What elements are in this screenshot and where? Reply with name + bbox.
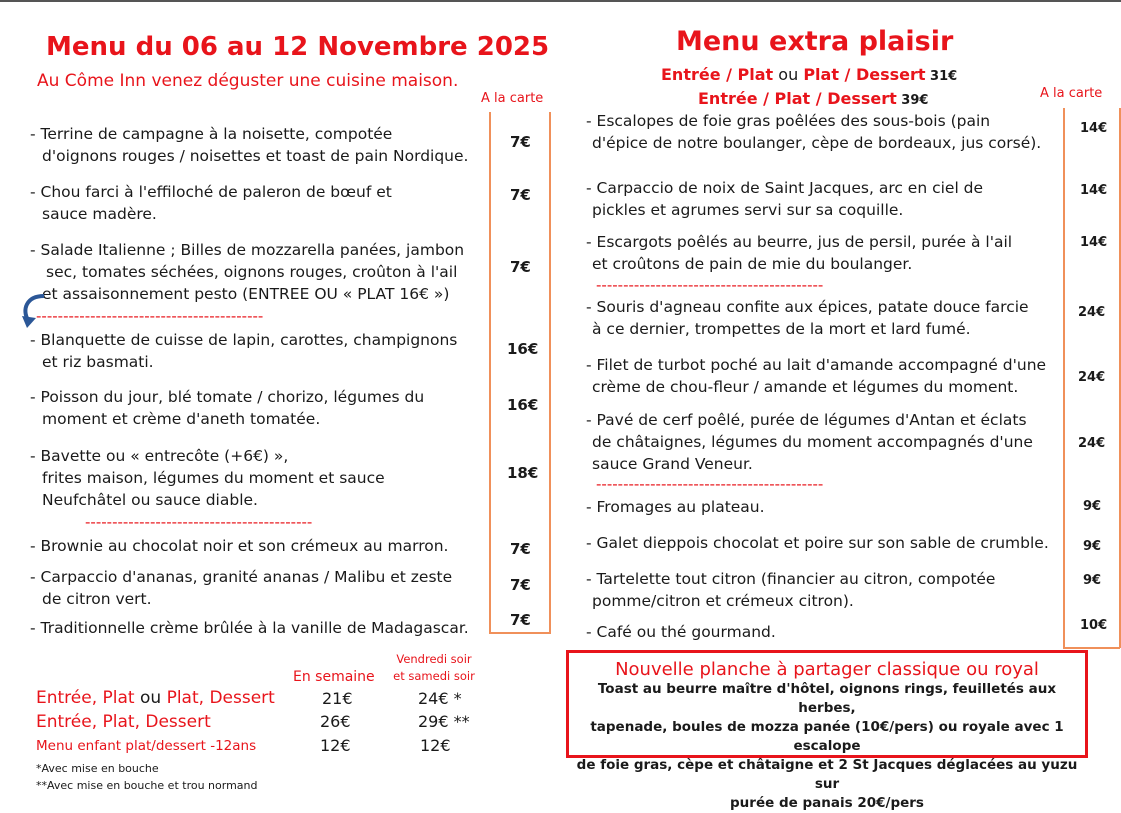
item-price: 16€	[507, 340, 539, 358]
item-price: 7€	[510, 186, 531, 204]
list-item: - Café ou thé gourmand.	[586, 623, 776, 641]
list-item: - Bavette ou « entrecôte (+6€) », frites maison, légumes du moment et sauce Neufchâtel ou sauce diable.	[30, 447, 385, 509]
price-column-rule	[1119, 108, 1121, 648]
list-item: - Escargots poêlés au beurre, jus de persil, purée à l'ail et croûtons de pain de mie du boulanger.	[586, 233, 1013, 273]
formula-row: Menu enfant plat/dessert -12ans	[36, 738, 257, 754]
list-item: - Galet dieppois chocolat et poire sur son sable de crumble.	[586, 534, 1049, 552]
item-price: 9€	[1083, 573, 1102, 588]
formula-price-weekend: 24€ *	[418, 689, 462, 708]
formula-row: Entrée, Plat, Dessert	[36, 712, 211, 732]
footnote: **Avec mise en bouche et trou normand	[36, 779, 258, 792]
item-price: 18€	[507, 464, 539, 482]
section-divider: ------------------------------------------	[596, 475, 824, 493]
sharing-board-title: Nouvelle planche à partager classique ou royal	[615, 659, 1039, 680]
formula-col-weekend: Vendredi soir et samedi soir	[393, 652, 475, 683]
item-price: 24€	[1078, 370, 1106, 385]
item-price: 14€	[1080, 235, 1108, 250]
formula-price-weekend: 29€ **	[418, 712, 470, 731]
item-price: 10€	[1080, 618, 1108, 633]
list-item: - Filet de turbot poché au lait d'amande accompagné d'une crème de chou-fleur / amande et légumes du moment.	[586, 356, 1047, 396]
menu-title: Menu du 06 au 12 Novembre 2025	[46, 32, 550, 62]
section-divider: ------------------------------------------	[36, 307, 264, 325]
sharing-board-box	[566, 650, 1088, 811]
item-price: 14€	[1080, 121, 1108, 136]
item-price: 7€	[510, 133, 531, 151]
item-price: 7€	[510, 540, 531, 558]
top-border	[0, 0, 1121, 2]
list-item: - Pavé de cerf poêlé, purée de légumes d'Antan et éclats de châtaignes, légumes du moment accompagnés d'une sauce Grand Veneur.	[586, 411, 1033, 473]
item-price: 9€	[1083, 499, 1102, 514]
item-price: 14€	[1080, 183, 1108, 198]
menu-subtitle: Au Côme Inn venez déguster une cuisine maison.	[37, 71, 459, 91]
price-column-rule	[1063, 108, 1065, 648]
list-item: - Salade Italienne ; Billes de mozzarella panées, jambon sec, tomates séchées, oignons rouges, croûton à l'ail et assaisonnement pesto (ENTREE OU « PLAT 16€ »)	[30, 241, 465, 303]
item-price: 7€	[510, 611, 531, 629]
formula-price-weekday: 26€	[320, 712, 351, 731]
list-item: - Tartelette tout citron (financier au citron, compotée pomme/citron et crémeux citron).	[586, 570, 996, 610]
price-column-bottom-rule	[1063, 647, 1120, 649]
list-item: - Terrine de campagne à la noisette, compotée d'oignons rouges / noisettes et toast de pain Nordique.	[30, 125, 469, 165]
combo-line-1: Entrée / Plat ou Plat / Dessert 31€	[661, 65, 958, 84]
list-item: - Fromages au plateau.	[586, 498, 765, 516]
list-item: - Escalopes de foie gras poêlées des sous-bois (pain d'épice de notre boulanger, cèpe de bordeaux, jus corsé).	[586, 112, 1042, 152]
list-item: - Traditionnelle crème brûlée à la vanille de Madagascar.	[30, 619, 469, 637]
a-la-carte-label: A la carte	[481, 91, 544, 106]
item-price: 9€	[1083, 539, 1102, 554]
a-la-carte-label: A la carte	[1040, 86, 1103, 101]
section-divider: ------------------------------------------	[85, 513, 313, 531]
sharing-board-desc: Toast au beurre maître d'hôtel, oignons rings, feuilletés aux herbes, tapenade, boules de mozza panée (10€/pers) ou royale avec 1 escalope de foie gras, cèpe et châtaigne et 2 St Jacques déglacées au yuzu sur purée de panais 20€/pers	[576, 681, 1078, 811]
formula-price-weekday: 21€	[322, 689, 353, 708]
item-price: 16€	[507, 396, 539, 414]
formula-row: Entrée, Plat ou Plat, Dessert	[36, 688, 275, 708]
list-item: - Carpaccio d'ananas, granité ananas / Malibu et zeste de citron vert.	[30, 568, 453, 608]
combo-line-2: Entrée / Plat / Dessert 39€	[698, 89, 929, 108]
footnote: *Avec mise en bouche	[36, 762, 159, 775]
list-item: - Souris d'agneau confite aux épices, patate douce farcie à ce dernier, trompettes de la mort et lard fumé.	[586, 298, 1029, 338]
price-column-rule	[489, 112, 491, 632]
list-item: - Brownie au chocolat noir et son crémeux au marron.	[30, 537, 449, 555]
formula-col-weekday: En semaine	[293, 669, 375, 685]
item-price: 7€	[510, 258, 531, 276]
price-column-rule	[549, 112, 551, 632]
item-price: 24€	[1078, 436, 1106, 451]
formula-price-weekday: 12€	[320, 736, 351, 755]
item-price: 24€	[1078, 305, 1106, 320]
list-item: - Blanquette de cuisse de lapin, carottes, champignons et riz basmati.	[30, 331, 458, 371]
price-column-bottom-rule	[489, 632, 551, 634]
formula-price-weekend: 12€	[420, 736, 451, 755]
list-item: - Chou farci à l'effiloché de paleron de bœuf et sauce madère.	[30, 183, 392, 223]
section-divider: ------------------------------------------	[596, 276, 824, 294]
extra-menu-title: Menu extra plaisir	[676, 26, 954, 57]
list-item: - Carpaccio de noix de Saint Jacques, arc en ciel de pickles et agrumes servi sur sa coquille.	[586, 179, 984, 219]
list-item: - Poisson du jour, blé tomate / chorizo, légumes du moment et crème d'aneth tomatée.	[30, 388, 425, 428]
item-price: 7€	[510, 576, 531, 594]
